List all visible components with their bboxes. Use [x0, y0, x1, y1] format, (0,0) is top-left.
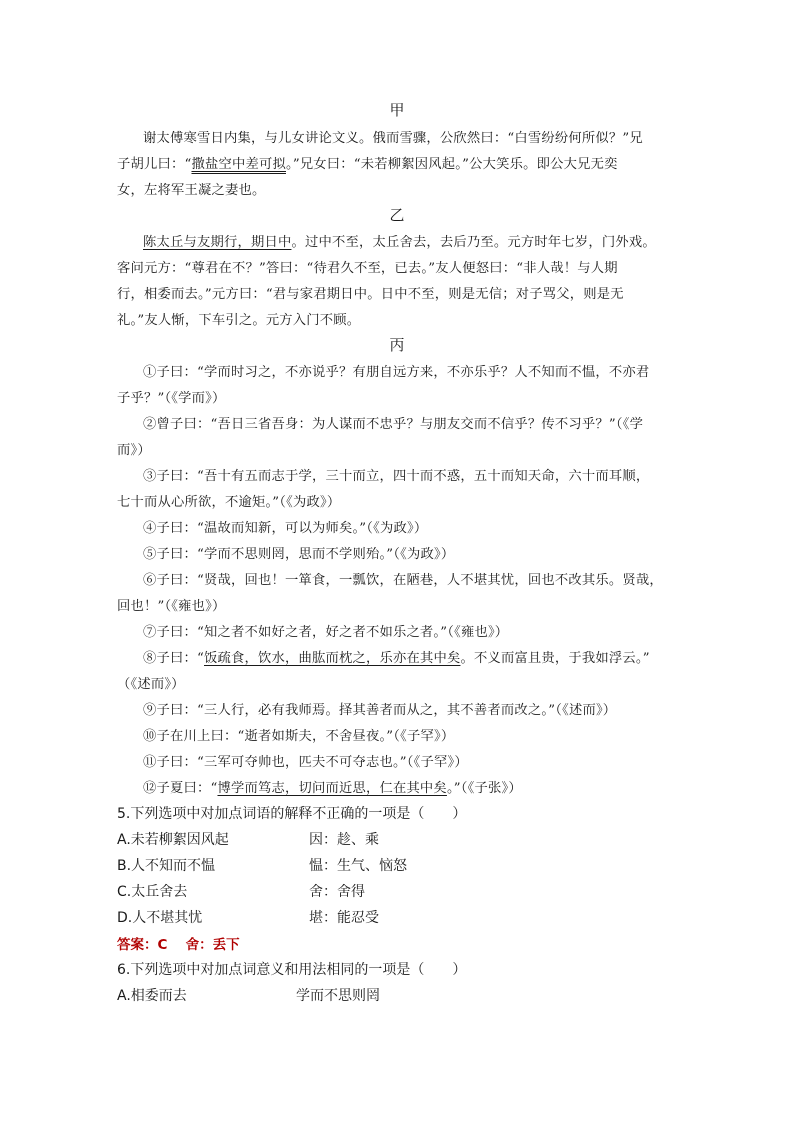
question-5-option-b: B.人不知而不愠: [117, 858, 216, 874]
text-segment: 子胡儿曰：“: [117, 157, 192, 172]
passage-a-line-3: 女，左将军王凝之妻也。: [117, 183, 266, 198]
analects-item-3-cont: 七十而从心所欲，不逾矩。”（《为政》）: [117, 495, 341, 510]
underlined-phrase: 饭疏食，饮水，曲肱而枕之，乐亦在其中矣: [204, 651, 461, 666]
underlined-phrase: 撒盐空中差可拟: [191, 157, 286, 172]
question-6-stem: 6.下列选项中对加点词意义和用法相同的一项是（ ）: [117, 962, 467, 978]
question-5-answer: 答案：C 舍：丢下: [117, 937, 240, 953]
text-segment: ⑫子夏曰：“: [143, 781, 218, 796]
question-5-option-b-gloss: 愠：生气、恼怒: [309, 858, 407, 874]
passage-b-line-1: [143, 231, 656, 250]
analects-item-11: ⑪子曰：“三军可夺帅也，匹夫不可夺志也。”（《子罕》）: [143, 755, 468, 770]
passage-a-line-2: [117, 153, 618, 172]
analects-item-6: ⑥子曰：“贤哉，回也！一箪食，一瓢饮，在陋巷，人不堪其忧，回也不改其乐。贤哉，: [143, 573, 663, 588]
analects-item-10: ⑩子在川上曰：“逝者如斯夫，不舍昼夜。”（《子罕》）: [143, 729, 455, 744]
question-6-option-a-compare: 学而不思则罔: [296, 988, 380, 1004]
question-5-option-d: D.人不堪其忧: [117, 910, 203, 926]
analects-item-2-cont: 而》）: [117, 443, 151, 458]
passage-c-heading: 丙: [389, 336, 405, 354]
text-segment: 。”兄女曰：“未若柳絮因风起。”公大笑乐。即公大兄无奕: [285, 157, 618, 172]
underlined-phrase: 陈太丘与友期行，期日中: [143, 235, 292, 250]
analects-item-4: ④子曰：“温故而知新，可以为师矣。”（《为政》）: [143, 521, 428, 536]
question-5-option-c: C.太丘舍去: [117, 884, 188, 900]
passage-a-line-1: 谢太傅寒雪日内集，与儿女讲论文义。俄而雪骤，公欣然曰：“白雪纷纷何所似？”兄: [143, 131, 643, 146]
question-5-option-a: A.未若柳絮因风起: [117, 832, 229, 848]
text-segment: 。不义而富且贵，于我如浮云。”: [460, 651, 650, 666]
passage-b-line-3: 行，相委而去。”元方曰：“君与家君期日中。日中不至，则是无信；对子骂父，则是无: [117, 287, 624, 302]
passage-b-line-4: 礼。”友人惭，下车引之。元方入门不顾。: [117, 313, 361, 328]
underlined-phrase: 博学而笃志，切问而近思，仁在其中矣: [217, 781, 447, 796]
passage-a-heading: 甲: [389, 101, 405, 119]
question-6-option-a: A.相委而去: [117, 988, 187, 1004]
analects-item-2: ②曾子曰：“吾日三省吾身：为人谋而不忠乎？与朋友交而不信乎？传不习乎？”（《学: [143, 417, 644, 432]
analects-item-3: ③子曰：“吾十有五而志于学，三十而立，四十而不惑，五十而知天命，六十而耳顺，: [143, 469, 650, 484]
analects-item-5: ⑤子曰：“学而不思则罔，思而不学则殆。”（《为政》）: [143, 547, 455, 562]
analects-item-1-cont: 子乎？”（《学而》）: [117, 391, 226, 406]
analects-item-7: ⑦子曰：“知之者不如好之者，好之者不如乐之者。”（《雍也》）: [143, 625, 509, 640]
passage-b-heading: 乙: [389, 206, 405, 224]
analects-item-8-cont: （《述而》）: [117, 677, 185, 692]
text-segment: ⑧子曰：“: [143, 651, 204, 666]
question-5-option-d-gloss: 堪：能忍受: [309, 910, 379, 926]
analects-item-6-cont: 回也！”（《雍也》）: [117, 599, 226, 614]
analects-item-8: [143, 647, 650, 666]
analects-item-1: ①子曰：“学而时习之，不亦说乎？有朋自远方来，不亦乐乎？人不知而不愠，不亦君: [143, 365, 650, 380]
question-5-option-c-gloss: 舍：舍得: [309, 884, 365, 900]
text-segment: 。”（《子张》）: [446, 781, 522, 796]
analects-item-9: ⑨子曰：“三人行，必有我师焉。择其善者而从之，其不善者而改之。”（《述而》）: [143, 703, 617, 718]
analects-item-12: [143, 777, 522, 796]
text-segment: 。过中不至，太丘舍去，去后乃至。元方时年七岁，门外戏。: [291, 235, 656, 250]
question-5-stem: 5.下列选项中对加点词语的解释不正确的一项是（ ）: [117, 806, 467, 822]
passage-b-line-2: 客问元方：“尊君在不？”答曰：“待君久不至，已去。”友人便怒曰：“非人哉！与人期: [117, 261, 618, 276]
question-5-option-a-gloss: 因：趁、乘: [309, 832, 379, 848]
